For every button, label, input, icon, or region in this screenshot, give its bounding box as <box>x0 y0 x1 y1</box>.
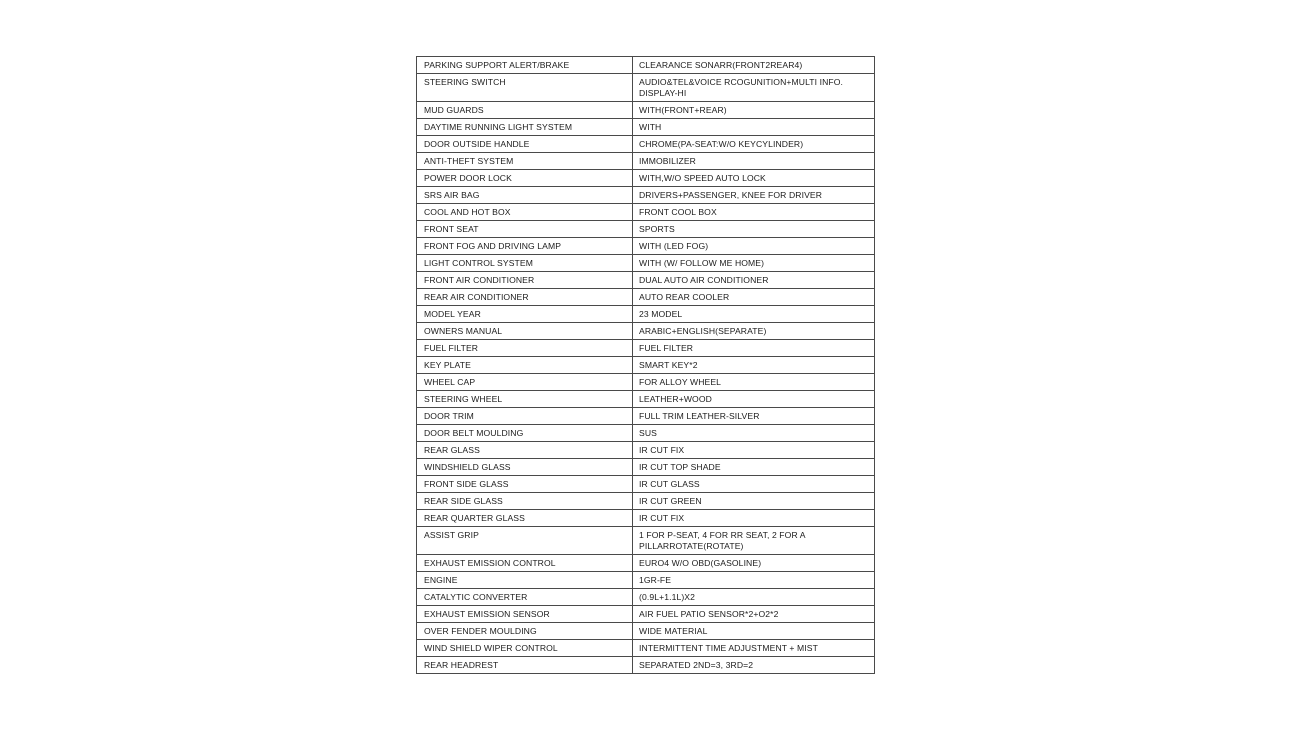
table-row <box>417 510 875 527</box>
spec-value-cell: IR CUT GREEN <box>633 493 875 510</box>
spec-value-cell: WITH,W/O SPEED AUTO LOCK <box>633 170 875 187</box>
spec-value-cell: SPORTS <box>633 221 875 238</box>
table-row <box>417 572 875 589</box>
table-row <box>417 340 875 357</box>
spec-label-cell: DOOR TRIM <box>417 408 633 425</box>
spec-value-cell: AUDIO&TEL&VOICE RCOGUNITION+MULTI INFO. DISPLAY-HI <box>633 74 875 102</box>
spec-value-cell: WIDE MATERIAL <box>633 623 875 640</box>
table-row <box>417 459 875 476</box>
spec-label-cell: REAR SIDE GLASS <box>417 493 633 510</box>
spec-label-cell: DAYTIME RUNNING LIGHT SYSTEM <box>417 119 633 136</box>
table-row <box>417 170 875 187</box>
spec-sheet <box>416 56 874 674</box>
spec-value-cell: (0.9L+1.1L)X2 <box>633 589 875 606</box>
table-row <box>417 606 875 623</box>
table-row <box>417 442 875 459</box>
spec-label-cell: COOL AND HOT BOX <box>417 204 633 221</box>
spec-value-cell: AIR FUEL PATIO SENSOR*2+O2*2 <box>633 606 875 623</box>
spec-label-cell: WIND SHIELD WIPER CONTROL <box>417 640 633 657</box>
spec-value-cell: AUTO REAR COOLER <box>633 289 875 306</box>
spec-value-cell: WITH(FRONT+REAR) <box>633 102 875 119</box>
spec-label-cell: MODEL YEAR <box>417 306 633 323</box>
table-row <box>417 153 875 170</box>
spec-value-cell: SUS <box>633 425 875 442</box>
spec-label-cell: CATALYTIC CONVERTER <box>417 589 633 606</box>
spec-label-cell: OVER FENDER MOULDING <box>417 623 633 640</box>
table-row <box>417 119 875 136</box>
table-row <box>417 623 875 640</box>
table-row <box>417 657 875 674</box>
spec-label-cell: DOOR BELT MOULDING <box>417 425 633 442</box>
spec-label-cell: REAR HEADREST <box>417 657 633 674</box>
spec-label-cell: ENGINE <box>417 572 633 589</box>
table-row <box>417 425 875 442</box>
spec-table-body <box>417 57 875 674</box>
table-row <box>417 74 875 102</box>
spec-value-cell: WITH (LED FOG) <box>633 238 875 255</box>
spec-label-cell: STEERING WHEEL <box>417 391 633 408</box>
spec-label-cell: PARKING SUPPORT ALERT/BRAKE <box>417 57 633 74</box>
spec-value-cell: FULL TRIM LEATHER-SILVER <box>633 408 875 425</box>
table-row <box>417 136 875 153</box>
spec-label-cell: DOOR OUTSIDE HANDLE <box>417 136 633 153</box>
spec-label-cell: OWNERS MANUAL <box>417 323 633 340</box>
spec-value-cell: 23 MODEL <box>633 306 875 323</box>
spec-label-cell: KEY PLATE <box>417 357 633 374</box>
table-row <box>417 527 875 555</box>
table-row <box>417 255 875 272</box>
spec-label-cell: FRONT SEAT <box>417 221 633 238</box>
spec-value-cell: DUAL AUTO AIR CONDITIONER <box>633 272 875 289</box>
table-row <box>417 289 875 306</box>
table-row <box>417 306 875 323</box>
spec-value-cell: WITH <box>633 119 875 136</box>
table-row <box>417 408 875 425</box>
spec-value-cell: DRIVERS+PASSENGER, KNEE FOR DRIVER <box>633 187 875 204</box>
spec-label-cell: EXHAUST EMISSION CONTROL <box>417 555 633 572</box>
spec-value-cell: IR CUT GLASS <box>633 476 875 493</box>
spec-value-cell: FUEL FILTER <box>633 340 875 357</box>
spec-label-cell: REAR GLASS <box>417 442 633 459</box>
spec-value-cell: CLEARANCE SONARR(FRONT2REAR4) <box>633 57 875 74</box>
spec-value-cell: SEPARATED 2ND=3, 3RD=2 <box>633 657 875 674</box>
spec-value-cell: LEATHER+WOOD <box>633 391 875 408</box>
spec-value-cell: FRONT COOL BOX <box>633 204 875 221</box>
spec-label-cell: EXHAUST EMISSION SENSOR <box>417 606 633 623</box>
spec-label-cell: ANTI-THEFT SYSTEM <box>417 153 633 170</box>
spec-label-cell: POWER DOOR LOCK <box>417 170 633 187</box>
spec-value-cell: ARABIC+ENGLISH(SEPARATE) <box>633 323 875 340</box>
spec-value-cell: IMMOBILIZER <box>633 153 875 170</box>
spec-table <box>416 56 875 674</box>
spec-label-cell: SRS AIR BAG <box>417 187 633 204</box>
table-row <box>417 57 875 74</box>
spec-value-cell: CHROME(PA-SEAT:W/O KEYCYLINDER) <box>633 136 875 153</box>
spec-label-cell: ASSIST GRIP <box>417 527 633 555</box>
spec-value-cell: EURO4 W/O OBD(GASOLINE) <box>633 555 875 572</box>
spec-value-cell: IR CUT FIX <box>633 510 875 527</box>
spec-value-cell: IR CUT FIX <box>633 442 875 459</box>
spec-label-cell: LIGHT CONTROL SYSTEM <box>417 255 633 272</box>
spec-label-cell: WINDSHIELD GLASS <box>417 459 633 476</box>
spec-label-cell: FRONT SIDE GLASS <box>417 476 633 493</box>
spec-value-cell: INTERMITTENT TIME ADJUSTMENT + MIST <box>633 640 875 657</box>
spec-value-cell: 1GR-FE <box>633 572 875 589</box>
table-row <box>417 272 875 289</box>
spec-label-cell: STEERING SWITCH <box>417 74 633 102</box>
spec-value-cell: 1 FOR P-SEAT, 4 FOR RR SEAT, 2 FOR A PILLARROTATE(ROTATE) <box>633 527 875 555</box>
table-row <box>417 187 875 204</box>
table-row <box>417 357 875 374</box>
table-row <box>417 589 875 606</box>
table-row <box>417 640 875 657</box>
spec-label-cell: MUD GUARDS <box>417 102 633 119</box>
spec-value-cell: FOR ALLOY WHEEL <box>633 374 875 391</box>
table-row <box>417 238 875 255</box>
spec-value-cell: IR CUT TOP SHADE <box>633 459 875 476</box>
table-row <box>417 493 875 510</box>
table-row <box>417 323 875 340</box>
spec-label-cell: FRONT FOG AND DRIVING LAMP <box>417 238 633 255</box>
spec-value-cell: WITH (W/ FOLLOW ME HOME) <box>633 255 875 272</box>
spec-label-cell: FUEL FILTER <box>417 340 633 357</box>
table-row <box>417 374 875 391</box>
table-row <box>417 221 875 238</box>
table-row <box>417 555 875 572</box>
spec-label-cell: FRONT AIR CONDITIONER <box>417 272 633 289</box>
table-row <box>417 102 875 119</box>
spec-value-cell: SMART KEY*2 <box>633 357 875 374</box>
spec-label-cell: REAR QUARTER GLASS <box>417 510 633 527</box>
spec-label-cell: WHEEL CAP <box>417 374 633 391</box>
table-row <box>417 391 875 408</box>
spec-label-cell: REAR AIR CONDITIONER <box>417 289 633 306</box>
table-row <box>417 204 875 221</box>
table-row <box>417 476 875 493</box>
